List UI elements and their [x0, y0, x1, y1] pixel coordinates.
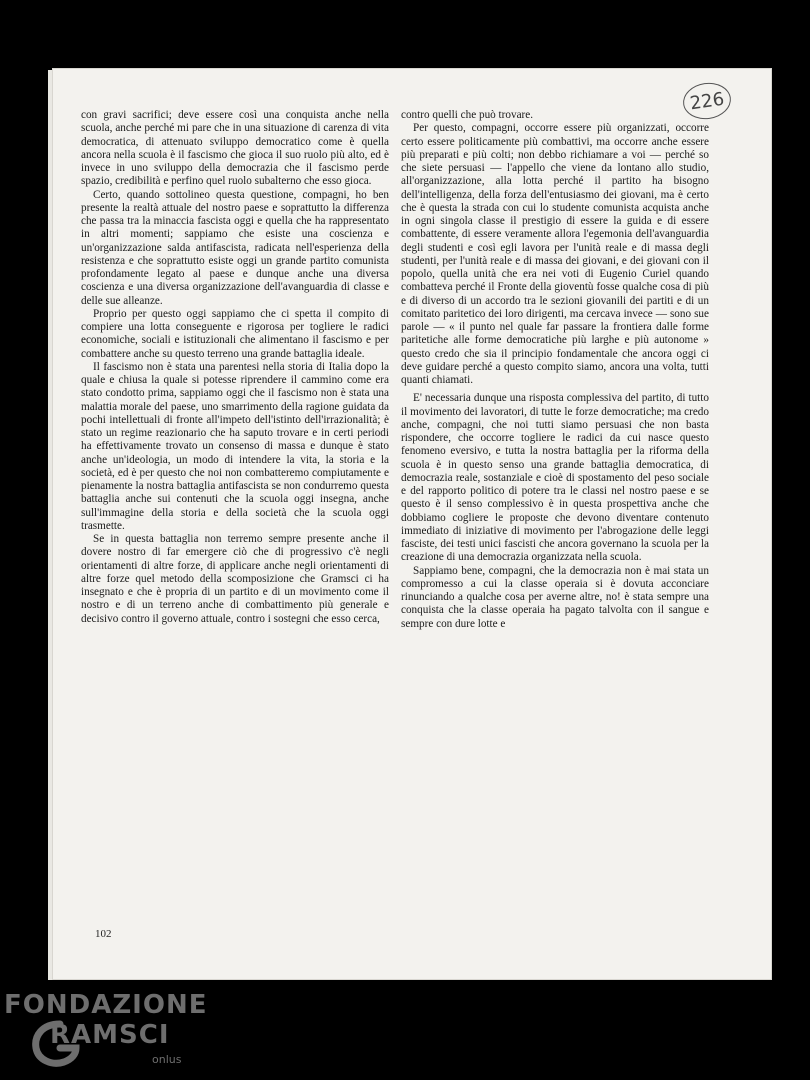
logo-text-line1: FONDAZIONE: [4, 990, 208, 1020]
text-column-left: [81, 109, 389, 626]
fondazione-gramsci-logo: [2, 990, 208, 1075]
logo-subtitle: onlus: [152, 1053, 182, 1066]
paragraph: Se in questa battaglia non terremo sempre presente anche il dovere nostro di far emergere ciò che di progressivo c'è negli orientamenti di altre forze, di applicare anche negli orientamenti di altre forze quel metodo della scomposizione che Gramsci ci ha insegnato e che è propria di un partito e di un movimento come il nostro e di un terreno anche di combattimento più generale e decisivo contro il governo attuale, contro i sostegni che esso cerca,: [81, 533, 389, 625]
paragraph: Il fascismo non è stata una parentesi nella storia di Italia dopo la quale e chiusa la quale si potesse riprendere il cammino come era stato condotto prima, sappiamo oggi che il fascismo non è stata una malattia morale del paese, uno smarrimento della ragione guidata da pochi intellettuali di fronte all'impeto dell'istinto dell'irrazionalità; è stato un regime reazionario che ha saputo trovare e in certi periodi ha effettivamente trovato un consenso di massa e dunque è stato anche un'ideologia, un modo di intendere la vita, la storia e la società, ed è per questo che noi non combatteremo compiutamente e pienamente la nostra battaglia antifascista se non condurremo questa battaglia anche sui contenuti che la scuola oggi insegna, anche sull'immagine della storia e della società che la scuola oggi trasmette.: [81, 360, 389, 532]
page-number: 102: [95, 928, 112, 940]
paragraph: Proprio per questo oggi sappiamo che ci spetta il compito di compiere una lotta conseguente e rigorosa per togliere le radici economiche, sociali e istituzionali che alimentano il fascismo e per combattere anche su questo terreno una grande battaglia ideale.: [81, 307, 389, 360]
archive-number-stamp: 226: [681, 80, 734, 122]
logo-text-line2: RAMSCI: [50, 1020, 170, 1050]
paragraph: Per questo, compagni, occorre essere più organizzati, occorre certo essere politicamente più combattivi, ma occorre anche essere più preparati e più colti; non debbo richiamare a voi — perché so che siete persuasi — l'appello che viene da lontano allo studio, all'organizzazione, alla lotta perché il partito ha bisogno dell'intelligenza, della forza dell'entusiasmo dei giovani, ma è certo che è questa la strada con cui lo studente comunista acquista anche in ogni singola classe il prestigio di essere la guida e di essere combattente, di essere veramente allora l'egemonia dell'avanguardia degli studenti e così egli lavora per l'unità reale e di massa degli studenti, per l'unità reale e di massa dei giovani, e dei giovani con il popolo, quella unità che era nei voti di Eugenio Curiel quando combatteva perché il Fronte della gioventù fosse qualche cosa di più e di diverso di un accordo tra le sezioni giovanili dei partiti e di un comitato paritetico dei loro dirigenti, ma cercava invece — sono sue parole — « il punto nel quale far passare la frontiera dalle forme paritetiche alle forme democratiche più larghe e più autonome » questo credo che sia il principio fondamentale che ancora oggi ci deve guidare perché a questo compito siamo, ancora una volta, tutti quanti chiamati.: [401, 122, 709, 386]
paragraph: E' necessaria dunque una risposta complessiva del partito, di tutto il movimento dei lavoratori, di tutte le forze democratiche; ma credo anche, compagni, che noi tutti siamo persuasi che non basta rispondere, che occorre togliere le radici da cui nasce questo fenomeno eversivo, e tutta la nostra battaglia per la riforma della scuola è in questo senso una grande battaglia democratica, di democrazia reale, sostanziale e cioè di spostamento del peso sociale e del rapporto politico di potere tra le classi nel nostro paese e se questo è il senso complessivo è in questa prospettiva anche che dobbiamo cogliere le proposte che devono diventare contenuto immediato di iniziative di movimento per l'abrogazione delle leggi fasciste, dei testi unici fascisti che ancora governano la scuola per la creazione di una democrazia organizzata nella scuola.: [401, 392, 709, 564]
text-column-right: [401, 109, 709, 631]
paragraph: Certo, quando sottolineo questa questione, compagni, ho ben presente la realtà attuale del nostro paese e soprattutto la differenza che passa tra la minaccia fascista oggi e quella che ha rappresentato in altri momenti; sappiamo che esiste una coscienza e un'organizzazione salda antifascista, radicata nell'esperienza della resistenza e che soprattutto esiste oggi un grande partito comunista profondamente legato al paese e dunque anche una diversa coscienza e una diversa organizzazione dell'avanguardia di classe e delle sue alleanze.: [81, 188, 389, 307]
paragraph: contro quelli che può trovare.: [401, 109, 534, 121]
paragraph: Sappiamo bene, compagni, che la democrazia non è mai stata un compromesso a cui la classe operaia si è dovuta acconciare rinunciando a qualche cosa per averne altre, no! è stata sempre una conquista che la classe operaia ha pagato talvolta con il sangue e sempre con dure lotte e: [401, 564, 709, 630]
paragraph: con gravi sacrifici; deve essere così una conquista anche nella scuola, anche perché mi pare che in una situazione di carenza di vita democratica, di attenuato sviluppo democratico come è quella ancora nella scuola è il fascismo che gioca il suo ruolo più alto, ed è invece in uno sviluppo della democrazia che il fascismo perde spazio, credibilità e perfino quel ruolo subalterno che esso gioca.: [81, 109, 389, 188]
